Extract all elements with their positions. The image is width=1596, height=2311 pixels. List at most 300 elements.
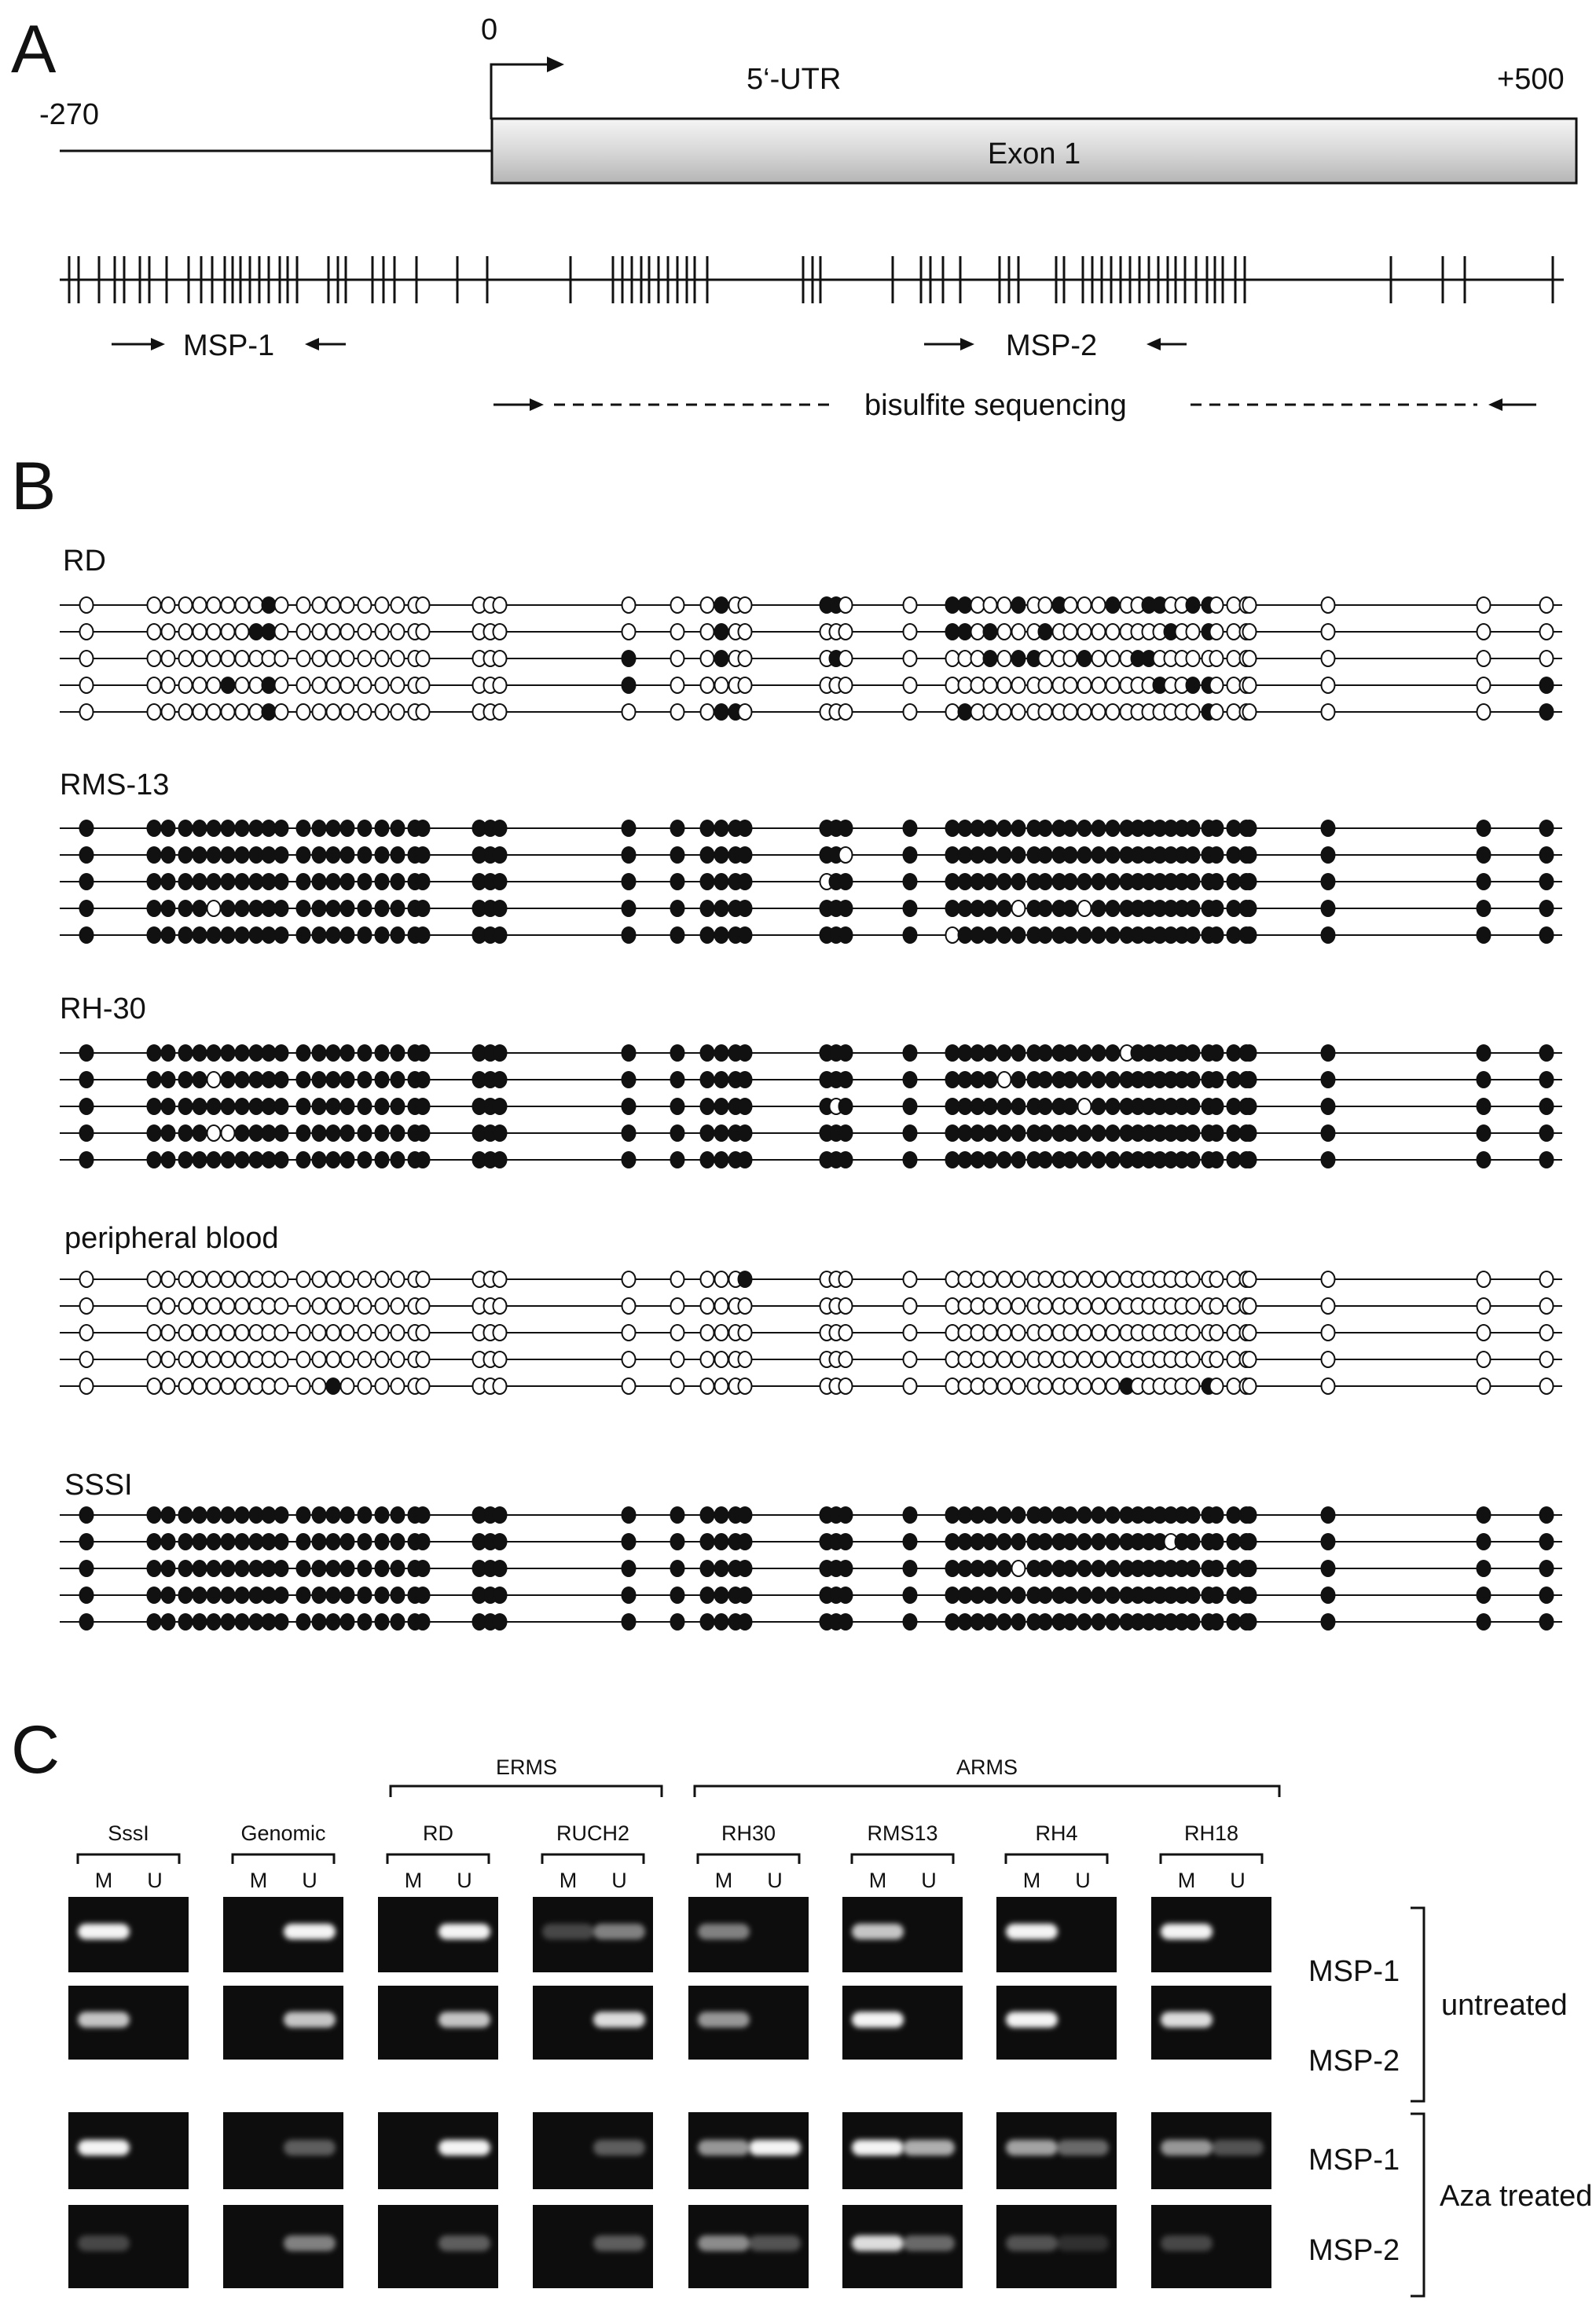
methylated-cpg-dot (1243, 1072, 1257, 1088)
unmethylated-cpg-dot (313, 1325, 326, 1341)
methylated-cpg-dot (1012, 847, 1025, 863)
methylated-cpg-dot (1540, 1561, 1554, 1576)
methylated-cpg-dot (1210, 901, 1224, 916)
methylated-cpg-dot (250, 1614, 263, 1630)
methylated-cpg-dot (313, 901, 326, 916)
unmethylated-cpg-dot (1322, 1378, 1335, 1394)
methylated-cpg-dot (984, 1152, 997, 1168)
unmethylated-cpg-dot (297, 1271, 310, 1287)
unmethylated-cpg-dot (1092, 1298, 1106, 1314)
unmethylated-cpg-dot (376, 624, 389, 640)
unmethylated-cpg-dot (493, 677, 507, 693)
methylated-band (1161, 2012, 1213, 2027)
methylated-cpg-dot (622, 1125, 636, 1141)
u-lane-label: U (921, 1869, 937, 1892)
methylated-cpg-dot (179, 1125, 193, 1141)
methylated-cpg-dot (148, 901, 161, 916)
methylated-cpg-dot (701, 1072, 714, 1088)
unmethylated-cpg-dot (1012, 624, 1025, 640)
methylated-cpg-dot (358, 820, 372, 836)
unmethylated-cpg-dot (341, 1325, 354, 1341)
methylated-cpg-dot (984, 1072, 997, 1088)
methylated-cpg-dot (1064, 820, 1077, 836)
methylated-cpg-dot (391, 820, 405, 836)
methylated-cpg-dot (193, 1072, 207, 1088)
unmethylated-cpg-dot (1078, 1352, 1092, 1367)
unmethylated-cpg-dot (946, 927, 959, 943)
methylated-cpg-dot (179, 1534, 193, 1550)
methylated-cpg-dot (179, 1072, 193, 1088)
methylated-cpg-dot (984, 1045, 997, 1061)
unmethylated-cpg-dot (148, 1298, 161, 1314)
methylated-cpg-dot (327, 1072, 340, 1088)
methylated-cpg-dot (1187, 677, 1200, 693)
methylated-cpg-dot (262, 874, 276, 890)
methylated-cpg-dot (1092, 1507, 1106, 1523)
unmethylated-cpg-dot (1243, 1325, 1257, 1341)
unmethylated-cpg-dot (671, 677, 684, 693)
methylated-cpg-dot (493, 820, 507, 836)
methylated-cpg-dot (236, 874, 249, 890)
unmethylated-cpg-dot (839, 677, 853, 693)
unmethylated-cpg-dot (222, 597, 235, 613)
unmethylated-cpg-dot (207, 1271, 221, 1287)
unmethylated-cpg-dot (313, 1298, 326, 1314)
methylated-cpg-dot (1012, 1534, 1025, 1550)
methylated-cpg-dot (1078, 1561, 1092, 1576)
methylated-cpg-dot (984, 1125, 997, 1141)
methylated-cpg-dot (1012, 927, 1025, 943)
methylated-cpg-dot (1039, 847, 1052, 863)
u-lane-label: U (147, 1869, 163, 1892)
unmethylated-cpg-dot (984, 1325, 997, 1341)
methylated-cpg-dot (236, 1152, 249, 1168)
methylated-cpg-dot (1064, 1152, 1077, 1168)
unmethylated-cpg-dot (998, 1325, 1011, 1341)
methylated-cpg-dot (1092, 1072, 1106, 1088)
methylated-cpg-dot (493, 1152, 507, 1168)
methylated-cpg-dot (358, 1614, 372, 1630)
methylated-cpg-dot (904, 1587, 917, 1603)
methylated-cpg-dot (341, 847, 354, 863)
unmethylated-cpg-dot (1227, 1325, 1241, 1341)
unmethylated-cpg-dot (946, 1378, 959, 1394)
unmethylated-cpg-dot (1187, 1378, 1200, 1394)
unmethylated-cpg-dot (1187, 624, 1200, 640)
unmethylated-cpg-dot (622, 1298, 636, 1314)
methylated-cpg-dot (946, 820, 959, 836)
methylated-cpg-dot (327, 874, 340, 890)
m-lane-label: M (868, 1869, 887, 1892)
unmethylated-cpg-dot (376, 1271, 389, 1287)
methylated-cpg-dot (391, 1587, 405, 1603)
methylated-cpg-dot (236, 1125, 249, 1141)
methylated-cpg-dot (1227, 1561, 1241, 1576)
unmethylated-cpg-dot (327, 1298, 340, 1314)
methylated-cpg-dot (904, 1614, 917, 1630)
unmethylated-cpg-dot (1106, 1325, 1120, 1341)
methylated-cpg-dot (250, 1587, 263, 1603)
unmethylated-cpg-dot (715, 1298, 728, 1314)
methylated-cpg-dot (984, 1099, 997, 1114)
methylated-cpg-dot (207, 874, 221, 890)
methylated-cpg-dot (162, 1152, 175, 1168)
unmethylated-cpg-dot (1078, 1298, 1092, 1314)
methylated-cpg-dot (416, 1099, 430, 1114)
unmethylated-cpg-dot (739, 1352, 752, 1367)
methylated-cpg-dot (1078, 651, 1092, 666)
methylated-cpg-dot (275, 1152, 288, 1168)
methylated-cpg-dot (715, 927, 728, 943)
unmethylated-cpg-dot (946, 1271, 959, 1287)
methylated-cpg-dot (179, 1099, 193, 1114)
methylated-cpg-dot (327, 927, 340, 943)
unmethylated-cpg-dot (80, 1352, 94, 1367)
group-label-arms: ARMS (956, 1755, 1018, 1779)
unmethylated-cpg-dot (622, 1378, 636, 1394)
methylated-cpg-dot (1227, 901, 1241, 916)
methylated-cpg-dot (1106, 597, 1120, 613)
unmethylated-cpg-dot (1243, 624, 1257, 640)
unmethylated-cpg-dot (1477, 624, 1491, 640)
unmethylated-cpg-dot (1012, 1325, 1025, 1341)
unmethylated-cpg-dot (671, 1298, 684, 1314)
methylated-cpg-dot (701, 874, 714, 890)
methylated-cpg-dot (1092, 847, 1106, 863)
unmethylated-cpg-dot (1092, 1352, 1106, 1367)
unmethylated-cpg-dot (341, 1271, 354, 1287)
unmethylated-cpg-dot (946, 1298, 959, 1314)
unmethylated-cpg-dot (701, 677, 714, 693)
methylated-cpg-dot (416, 820, 430, 836)
unmethylated-cpg-dot (984, 677, 997, 693)
methylated-cpg-dot (327, 820, 340, 836)
methylated-cpg-dot (622, 1561, 636, 1576)
methylated-cpg-dot (376, 820, 389, 836)
methylated-cpg-dot (671, 1152, 684, 1168)
unmethylated-cpg-dot (998, 677, 1011, 693)
methylated-cpg-dot (297, 901, 310, 916)
methylated-cpg-dot (739, 1507, 752, 1523)
unmethylated-cpg-dot (80, 704, 94, 720)
methylated-cpg-dot (1540, 1125, 1554, 1141)
unmethylated-cpg-dot (275, 1352, 288, 1367)
unmethylated-cpg-dot (984, 1378, 997, 1394)
unmethylated-cpg-dot (179, 677, 193, 693)
methylated-cpg-dot (358, 1152, 372, 1168)
unmethylated-band (438, 2140, 490, 2155)
lane-label: RUCH2 (556, 1821, 630, 1845)
unmethylated-cpg-dot (358, 677, 372, 693)
methylated-cpg-dot (313, 1561, 326, 1576)
methylated-cpg-dot (701, 1587, 714, 1603)
methylated-cpg-dot (1243, 1045, 1257, 1061)
methylated-cpg-dot (739, 847, 752, 863)
unmethylated-cpg-dot (416, 624, 430, 640)
methylated-cpg-dot (904, 1152, 917, 1168)
methylated-cpg-dot (1078, 1072, 1092, 1088)
methylated-cpg-dot (839, 1587, 853, 1603)
start-position-label: -270 (39, 98, 100, 131)
methylated-cpg-dot (327, 1561, 340, 1576)
methylated-cpg-dot (148, 820, 161, 836)
methylated-cpg-dot (193, 1152, 207, 1168)
methylated-cpg-dot (1064, 847, 1077, 863)
m-lane-label: M (559, 1869, 578, 1892)
methylated-cpg-dot (1210, 927, 1224, 943)
unmethylated-cpg-dot (1092, 704, 1106, 720)
methylated-cpg-dot (179, 1507, 193, 1523)
methylated-cpg-dot (904, 1045, 917, 1061)
row-label-msp2-untreated: MSP-2 (1308, 2045, 1400, 2078)
methylated-cpg-dot (236, 1561, 249, 1576)
methylated-cpg-dot (1092, 1125, 1106, 1141)
unmethylated-cpg-dot (207, 624, 221, 640)
methylated-cpg-dot (250, 874, 263, 890)
methylated-cpg-dot (148, 1072, 161, 1088)
methylated-cpg-dot (1106, 1534, 1120, 1550)
unmethylated-cpg-dot (1477, 651, 1491, 666)
unmethylated-cpg-dot (959, 1271, 972, 1287)
methylated-cpg-dot (341, 1099, 354, 1114)
methylated-cpg-dot (622, 1099, 636, 1114)
unmethylated-cpg-dot (715, 1352, 728, 1367)
unmethylated-cpg-dot (376, 1325, 389, 1341)
methylated-cpg-dot (297, 1507, 310, 1523)
methylated-cpg-dot (671, 901, 684, 916)
unmethylated-cpg-dot (715, 677, 728, 693)
unmethylated-cpg-dot (391, 651, 405, 666)
methylated-cpg-dot (984, 651, 997, 666)
methylated-cpg-dot (946, 1561, 959, 1576)
unmethylated-cpg-dot (162, 1271, 175, 1287)
unmethylated-cpg-dot (193, 1298, 207, 1314)
methylated-cpg-dot (236, 901, 249, 916)
unmethylated-cpg-dot (262, 1378, 276, 1394)
methylated-cpg-dot (1039, 624, 1052, 640)
unmethylated-cpg-dot (416, 1298, 430, 1314)
methylated-cpg-dot (179, 847, 193, 863)
unmethylated-cpg-dot (1078, 1325, 1092, 1341)
methylated-cpg-dot (959, 927, 972, 943)
methylated-cpg-dot (1092, 1587, 1106, 1603)
unmethylated-cpg-dot (391, 1271, 405, 1287)
methylated-cpg-dot (493, 1614, 507, 1630)
methylated-cpg-dot (1540, 901, 1554, 916)
methylated-cpg-dot (275, 874, 288, 890)
unmethylated-cpg-dot (904, 1298, 917, 1314)
methylated-cpg-dot (1012, 1614, 1025, 1630)
methylated-cpg-dot (493, 1534, 507, 1550)
unmethylated-cpg-dot (341, 597, 354, 613)
methylated-cpg-dot (297, 820, 310, 836)
unmethylated-cpg-dot (1092, 1271, 1106, 1287)
methylated-cpg-dot (984, 901, 997, 916)
unmethylated-cpg-dot (701, 651, 714, 666)
unmethylated-cpg-dot (207, 1072, 221, 1088)
methylated-cpg-dot (959, 1587, 972, 1603)
unmethylated-cpg-dot (179, 651, 193, 666)
unmethylated-cpg-dot (313, 677, 326, 693)
unmethylated-cpg-dot (1227, 651, 1241, 666)
unmethylated-cpg-dot (701, 1298, 714, 1314)
unmethylated-cpg-dot (1012, 1271, 1025, 1287)
methylated-cpg-dot (971, 1507, 985, 1523)
unmethylated-cpg-dot (1227, 1378, 1241, 1394)
unmethylated-cpg-dot (207, 677, 221, 693)
msp1-label: MSP-1 (183, 329, 275, 362)
lane-label: RH30 (721, 1821, 776, 1845)
unmethylated-cpg-dot (207, 1352, 221, 1367)
methylated-cpg-dot (222, 1072, 235, 1088)
methylated-cpg-dot (984, 1534, 997, 1550)
methylated-cpg-dot (998, 1152, 1011, 1168)
msp2-forward-arrow-icon (924, 338, 974, 350)
methylated-cpg-dot (222, 1045, 235, 1061)
methylated-cpg-dot (959, 1152, 972, 1168)
methylated-cpg-dot (262, 927, 276, 943)
methylated-band (852, 2140, 904, 2155)
unmethylated-cpg-dot (1322, 597, 1335, 613)
methylated-cpg-dot (1187, 597, 1200, 613)
methylated-cpg-dot (262, 1045, 276, 1061)
unmethylated-cpg-dot (493, 1271, 507, 1287)
unmethylated-cpg-dot (701, 597, 714, 613)
methylated-cpg-dot (998, 927, 1011, 943)
methylated-cpg-dot (739, 1271, 752, 1287)
methylated-cpg-dot (297, 874, 310, 890)
unmethylated-band (438, 2236, 490, 2251)
unmethylated-cpg-dot (313, 597, 326, 613)
methylated-cpg-dot (959, 820, 972, 836)
methylated-cpg-dot (376, 1072, 389, 1088)
methylated-band (698, 2140, 750, 2155)
methylated-cpg-dot (193, 1534, 207, 1550)
methylated-cpg-dot (416, 1507, 430, 1523)
methylated-cpg-dot (946, 624, 959, 640)
unmethylated-cpg-dot (376, 1352, 389, 1367)
msp2-label: MSP-2 (1006, 329, 1098, 362)
unmethylated-band (1057, 2140, 1109, 2155)
methylated-cpg-dot (971, 927, 985, 943)
unmethylated-cpg-dot (904, 1325, 917, 1341)
methylated-cpg-dot (493, 1045, 507, 1061)
methylated-cpg-dot (207, 1152, 221, 1168)
unmethylated-cpg-dot (327, 677, 340, 693)
m-lane-label: M (1177, 1869, 1196, 1892)
unmethylated-cpg-dot (493, 597, 507, 613)
methylated-cpg-dot (1012, 820, 1025, 836)
methylated-cpg-dot (1477, 901, 1491, 916)
bisulfite-clone-rows (60, 597, 1562, 1630)
methylated-cpg-dot (1039, 927, 1052, 943)
unmethylated-cpg-dot (207, 1125, 221, 1141)
methylated-cpg-dot (391, 1507, 405, 1523)
unmethylated-cpg-dot (222, 1271, 235, 1287)
unmethylated-cpg-dot (262, 1271, 276, 1287)
methylated-cpg-dot (162, 901, 175, 916)
methylated-cpg-dot (984, 1507, 997, 1523)
methylated-cpg-dot (1540, 1152, 1554, 1168)
methylated-cpg-dot (250, 1561, 263, 1576)
unmethylated-cpg-dot (946, 1352, 959, 1367)
methylated-cpg-dot (1092, 820, 1106, 836)
methylated-cpg-dot (1322, 927, 1335, 943)
unmethylated-cpg-dot (80, 651, 94, 666)
methylated-cpg-dot (236, 1045, 249, 1061)
methylated-cpg-dot (327, 1125, 340, 1141)
methylated-cpg-dot (193, 1125, 207, 1141)
methylated-cpg-dot (1210, 1099, 1224, 1114)
methylated-cpg-dot (1210, 1125, 1224, 1141)
methylated-cpg-dot (1322, 1507, 1335, 1523)
methylated-cpg-dot (1227, 1152, 1241, 1168)
methylated-cpg-dot (416, 874, 430, 890)
methylated-cpg-dot (715, 1045, 728, 1061)
methylated-cpg-dot (416, 1587, 430, 1603)
methylated-cpg-dot (1210, 1072, 1224, 1088)
unmethylated-cpg-dot (262, 1352, 276, 1367)
unmethylated-cpg-dot (946, 1325, 959, 1341)
unmethylated-cpg-dot (671, 704, 684, 720)
methylated-cpg-dot (715, 704, 728, 720)
methylated-cpg-dot (391, 1614, 405, 1630)
methylated-cpg-dot (207, 820, 221, 836)
unmethylated-cpg-dot (739, 704, 752, 720)
methylated-cpg-dot (148, 1614, 161, 1630)
methylated-cpg-dot (946, 1587, 959, 1603)
methylated-cpg-dot (1210, 847, 1224, 863)
methylated-cpg-dot (998, 874, 1011, 890)
methylated-cpg-dot (376, 927, 389, 943)
unmethylated-cpg-dot (1187, 1325, 1200, 1341)
methylated-cpg-dot (1064, 1099, 1077, 1114)
unmethylated-cpg-dot (622, 1325, 636, 1341)
methylated-cpg-dot (1322, 1614, 1335, 1630)
methylated-cpg-dot (148, 927, 161, 943)
methylated-cpg-dot (971, 820, 985, 836)
unmethylated-cpg-dot (971, 1352, 985, 1367)
unmethylated-cpg-dot (193, 704, 207, 720)
unmethylated-cpg-dot (358, 704, 372, 720)
methylated-cpg-dot (984, 1561, 997, 1576)
methylated-cpg-dot (904, 1507, 917, 1523)
lane-label: RD (423, 1821, 453, 1845)
unmethylated-cpg-dot (904, 624, 917, 640)
methylated-cpg-dot (1187, 1045, 1200, 1061)
methylated-cpg-dot (739, 1072, 752, 1088)
unmethylated-cpg-dot (671, 624, 684, 640)
gel-images (68, 1897, 1271, 2288)
unmethylated-cpg-dot (701, 1378, 714, 1394)
methylated-cpg-dot (162, 1507, 175, 1523)
methylated-cpg-dot (1078, 847, 1092, 863)
unmethylated-cpg-dot (701, 1352, 714, 1367)
unmethylated-cpg-dot (1540, 1352, 1554, 1367)
unmethylated-cpg-dot (1092, 1325, 1106, 1341)
unmethylated-cpg-dot (1039, 704, 1052, 720)
methylated-cpg-dot (715, 1561, 728, 1576)
unmethylated-cpg-dot (327, 651, 340, 666)
unmethylated-cpg-dot (193, 1352, 207, 1367)
methylated-cpg-dot (1540, 1534, 1554, 1550)
methylated-cpg-dot (207, 847, 221, 863)
methylated-cpg-dot (839, 1561, 853, 1576)
methylated-cpg-dot (341, 1072, 354, 1088)
unmethylated-cpg-dot (236, 651, 249, 666)
unmethylated-cpg-dot (971, 704, 985, 720)
methylated-cpg-dot (904, 847, 917, 863)
